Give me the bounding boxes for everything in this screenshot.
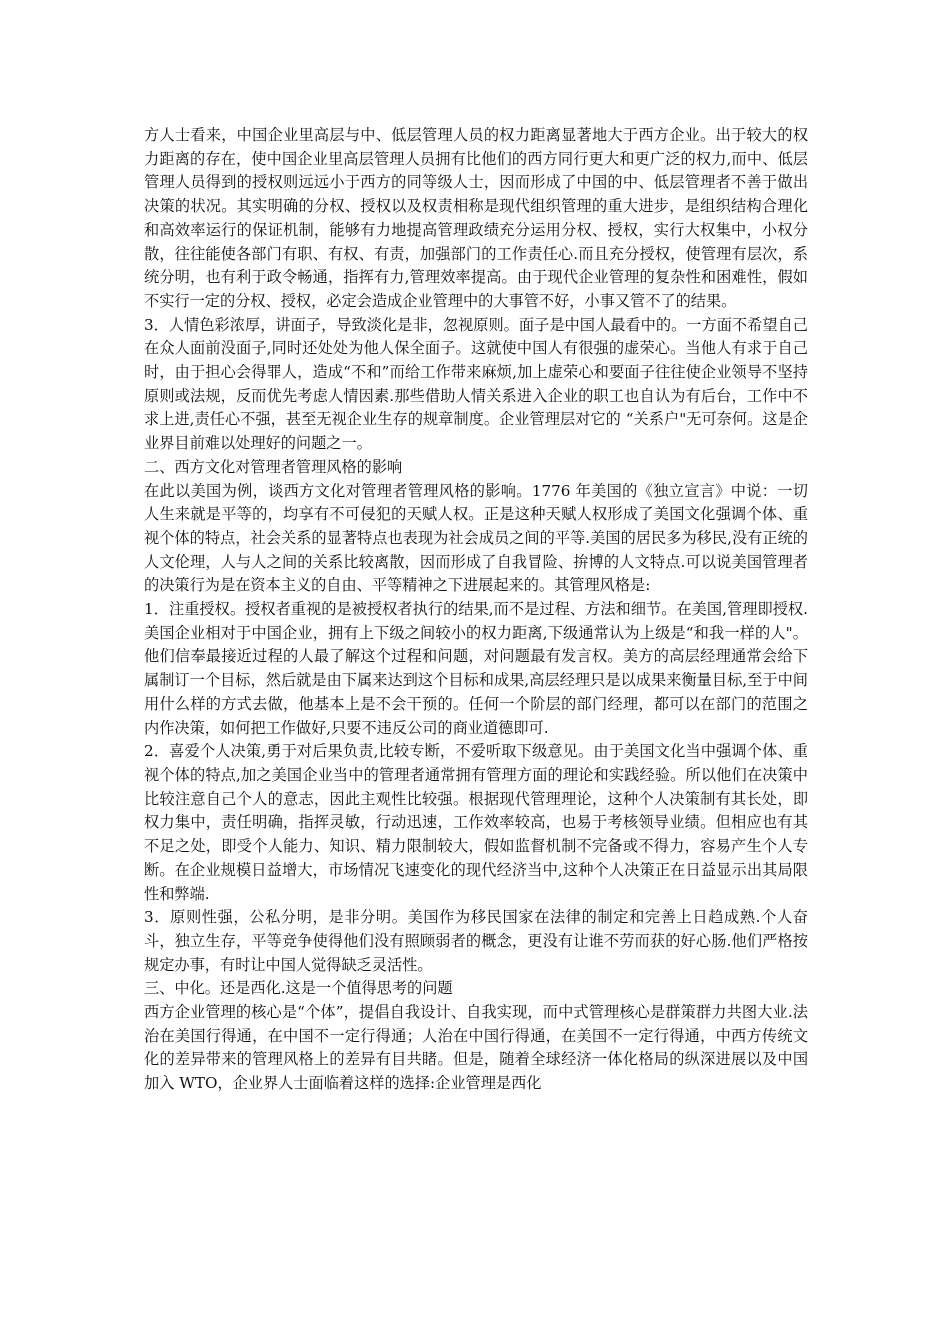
paragraph-power-distance: 方人士看来，中国企业里高层与中、低层管理人员的权力距离显著地大于西方企业。出于较大的权力距离的存在，使中国企业里高层管理人员拥有比他们的西方同行更大和更广泛的权力,而中、低层管理人员得到的授权则远远小于西方的同等级人士，因而形成了中国的中、低层管理者不善于做出决策的状况。其实明确的分权、授权以及权责相称是现代组织管理的重大进步，是组织结构合理化和高效率运行的保证机制，能够有力地提高管理政绩充分运用分权、授权，实行大权集中，小权分散，往往能使各部门有职、有权、有责，加强部门的工作责任心.而且充分授权，使管理有层次，系统分明，也有利于政令畅通，指挥有力,管理效率提高。由于现代企业管理的复杂性和困难性，假如不实行一定的分权、授权，必定会造成企业管理中的大事管不好，小事又管不了的结果。 — [144, 126, 808, 310]
paragraph-principle: 3．原则性强，公私分明，是非分明。美国作为移民国家在法律的制定和完善上日趋成熟.个人奋斗，独立生存，平等竞争使得他们没有照顾弱者的概念，更没有让谁不劳而获的好心肠.他们严格按规定办事，有时让中国人觉得缺乏灵活性。 — [144, 908, 808, 974]
document-body — [144, 124, 808, 1096]
paragraph-individual-decision: 2．喜爱个人决策,勇于对后果负责,比较专断，不爱听取下级意见。由于美国文化当中强调个体、重视个体的特点,加之美国企业当中的管理者通常拥有管理方面的理论和实践经验。所以他们在决策中比较注意自己个人的意志，因此主观性比较强。根据现代管理理论，这种个人决策制有其长处，即权力集中，责任明确，指挥灵敏，行动迅速，工作效率较高，也易于考核领导业绩。但相应也有其不足之处，即受个人能力、知识、精力限制较大，假如监督机制不完备或不得力，容易产生个人专断。在企业规模日益增大，市场情况飞速变化的现代经济当中,这种个人决策正在日益显示出其局限性和弊端. — [144, 742, 808, 903]
section-heading-chinese-or-western: 三、中化。还是西化.这是一个值得思考的问题 — [144, 979, 453, 998]
paragraph-us-example: 在此以美国为例，谈西方文化对管理者管理风格的影响。1776 年美国的《独立宣言》中说：一切人生来就是平等的，均享有不可侵犯的天赋人权。正是这种天赋人权形成了美国文化强调个体、重视个体的特点，社会关系的显著特点也表现为社会成员之间的平等.美国的居民多为移民,没有正统的人文伦理，人与人之间的关系比较离散，因而形成了自我冒险、拚博的人文特点.可以说美国管理者的决策行为是在资本主义的自由、平等精神之下进展起来的。其管理风格是: — [144, 481, 808, 595]
paragraph-face-culture: 3．人情色彩浓厚，讲面子，导致淡化是非，忽视原则。面子是中国人最看中的。一方面不希望自己在众人面前没面子,同时还处处为他人保全面子。这就使中国人有很强的虚荣心。当他人有求于自己时，由于担心会得罪人，造成“不和”而给工作带来麻烦,加上虚荣心和要面子往往使企业领导不坚持原则或法规，反而优先考虑人情因素.那些借助人情关系进入企业的职工也自认为有后台，工作中不求上进,责任心不强，甚至无视企业生存的规章制度。企业管理层对它的 “关系户"无可奈何。这是企业界目前难以处理好的问题之一。 — [144, 315, 808, 453]
paragraph-delegation: 1．注重授权。授权者重视的是被授权者执行的结果,而不是过程、方法和细节。在美国,管理即授权.美国企业相对于中国企业，拥有上下级之间较小的权力距离,下级通常认为上级是“和我一样的人"。他们信奉最接近过程的人最了解这个过程和问题，对问题最有发言权。美方的高层经理通常会给下属制订一个目标，然后就是由下属来达到这个目标和成果,高层经理只是以成果来衡量目标,至于中间用什么样的方式去做，他基本上是不会干预的。任何一个阶层的部门经理，都可以在部门的范围之内作决策，如何把工作做好,只要不违反公司的商业道德即可. — [144, 600, 808, 737]
paragraph-core-difference: 西方企业管理的核心是“个体”，提倡自我设计、自我实现，而中式管理核心是群策群力共图大业.法治在美国行得通，在中国不一定行得通；人治在中国行得通，在美国不一定行得通，中西方传统文化的差异带来的管理风格上的差异有目共睹。但是，随着全球经济一体化格局的纵深进展以及中国加入 WTO，企业界人士面临着这样的选择:企业管理是西化 — [144, 1003, 808, 1093]
section-heading-western-culture: 二、西方文化对管理者管理风格的影响 — [144, 457, 403, 476]
